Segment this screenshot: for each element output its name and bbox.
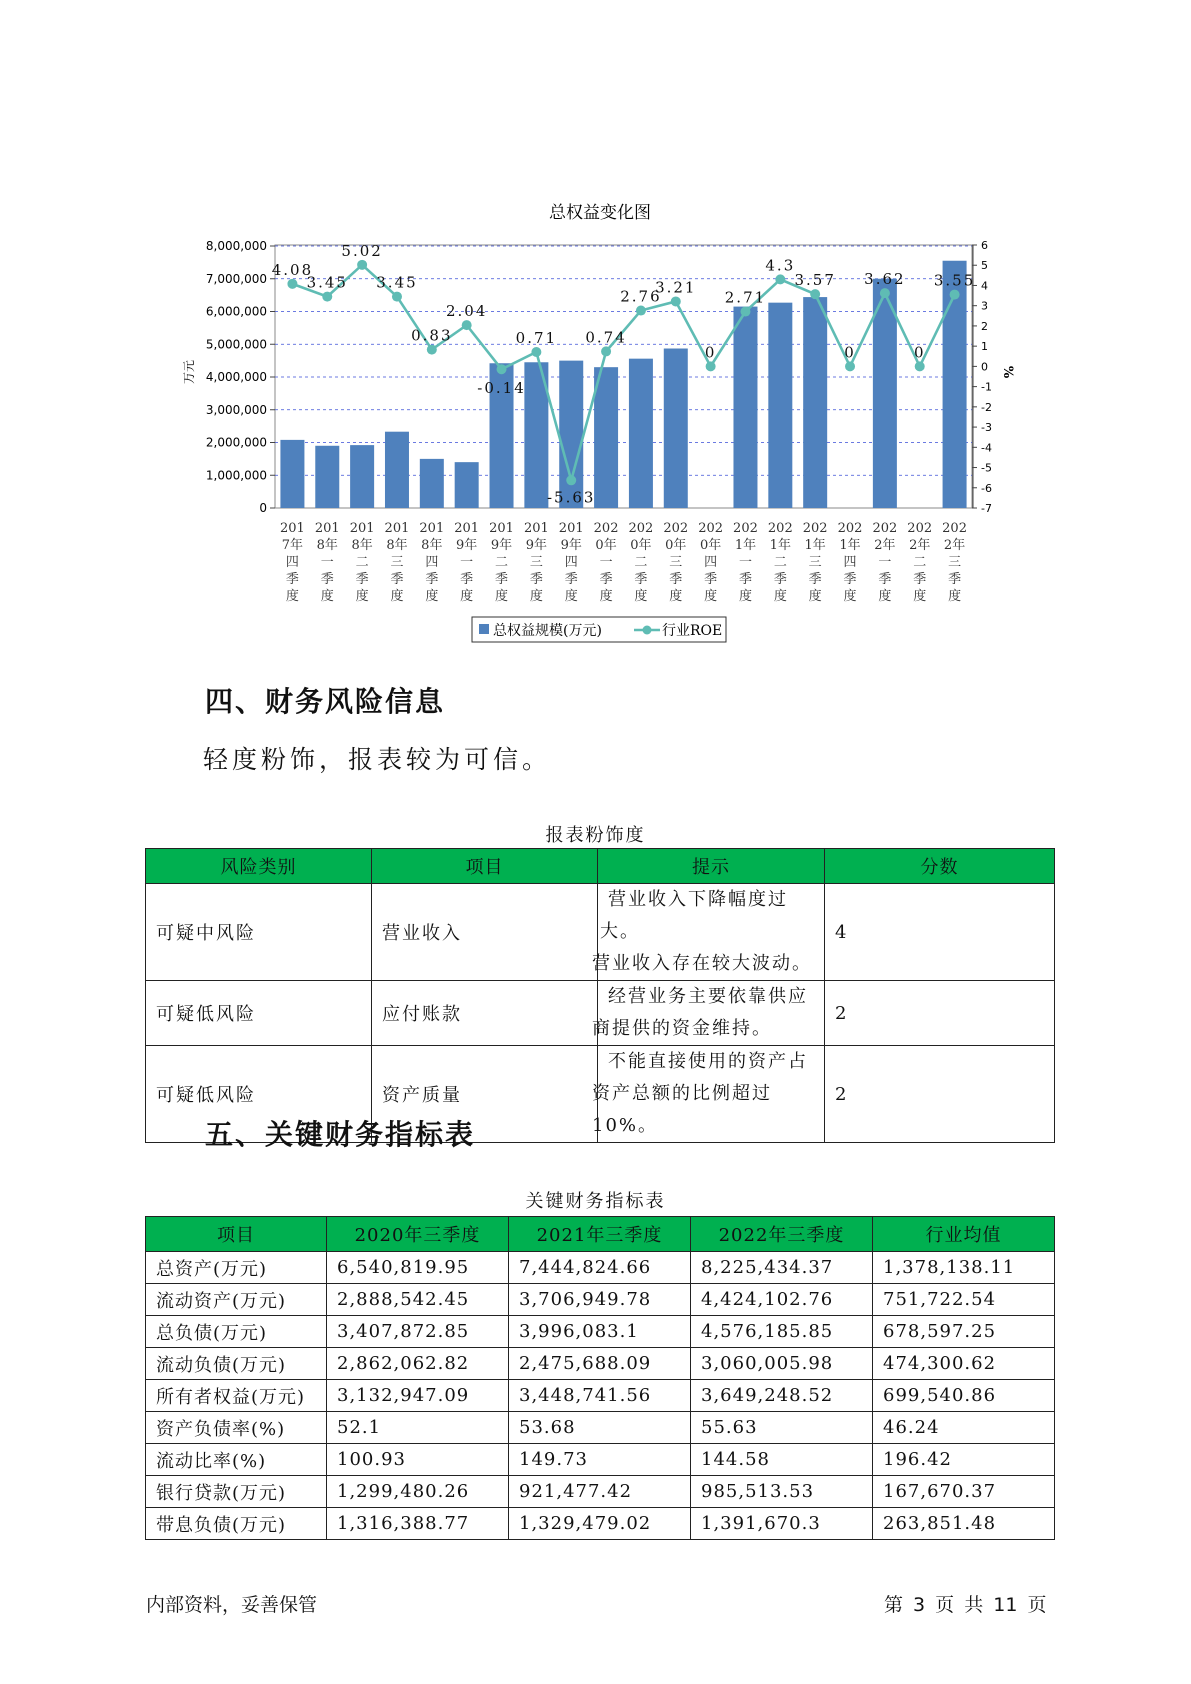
risk-category: 可疑中风险 (146, 884, 372, 981)
x-tick-label: 202 2年三季度 (942, 521, 967, 604)
risk-header-category: 风险类别 (146, 849, 372, 884)
roe-data-label: 0 (913, 343, 926, 362)
kpi-value: 55.63 (691, 1412, 873, 1444)
roe-point (566, 475, 576, 485)
left-tick-label: 6,000,000 (205, 304, 267, 319)
risk-category: 可疑低风险 (146, 1046, 372, 1143)
roe-point (531, 347, 541, 357)
footer-note: 内部资料，妥善保管 (146, 1594, 318, 1616)
right-tick-label: -3 (981, 421, 992, 435)
kpi-value: 985,513.53 (691, 1476, 873, 1508)
roe-data-label: 3.55 (933, 271, 976, 290)
roe-point (915, 361, 925, 371)
bar (733, 307, 757, 508)
risk-table-header (146, 849, 1055, 884)
table-row (146, 1284, 1055, 1316)
bar (559, 361, 583, 508)
kpi-value: 3,132,947.09 (327, 1380, 509, 1412)
bar (350, 445, 374, 508)
kpi-header-cell: 行业均值 (873, 1217, 1055, 1252)
x-tick-label: 201 9年一季度 (454, 521, 480, 604)
kpi-value: 52.1 (327, 1412, 509, 1444)
kpi-header-cell: 2021年三季度 (509, 1217, 691, 1252)
kpi-value: 4,424,102.76 (691, 1284, 873, 1316)
roe-point (497, 364, 507, 374)
legend-line-label: 行业ROE (662, 623, 723, 639)
roe-point (950, 290, 960, 300)
risk-score: 2 (825, 981, 1055, 1046)
table-row (146, 1508, 1055, 1540)
kpi-value: 2,475,688.09 (509, 1348, 691, 1380)
kpi-value: 1,391,670.3 (691, 1508, 873, 1540)
x-tick-label: 201 9年二季度 (489, 521, 514, 604)
roe-data-label: 4.08 (271, 260, 314, 279)
roe-data-label: 2.76 (620, 287, 662, 306)
kpi-value: 678,597.25 (873, 1316, 1055, 1348)
page-number: 第 3 页 共 11 页 (884, 1594, 1047, 1616)
bar (803, 297, 827, 508)
kpi-item-label: 总负债(万元) (146, 1316, 327, 1348)
kpi-value: 100.93 (327, 1444, 509, 1476)
roe-data-label: 5.02 (341, 241, 383, 260)
x-tick-label: 201 8年二季度 (349, 521, 375, 604)
table-row (146, 1444, 1055, 1476)
kpi-header-cell: 2020年三季度 (327, 1217, 509, 1252)
roe-data-label: 3.45 (306, 273, 348, 292)
equity-chart (0, 0, 1191, 660)
right-tick-label: 2 (981, 319, 988, 333)
risk-item: 营业收入 (372, 884, 598, 981)
kpi-value: 3,706,949.78 (509, 1284, 691, 1316)
bar (768, 303, 792, 508)
kpi-value: 474,300.62 (873, 1348, 1055, 1380)
kpi-item-label: 流动比率(%) (146, 1444, 327, 1476)
table-row (146, 1476, 1055, 1508)
section5-title: 五、关键财务指标表 (205, 1118, 476, 1151)
risk-table-caption: 报表粉饰度 (545, 825, 646, 846)
risk-tip-line: 营业收入下降幅度过大。 (600, 889, 788, 942)
kpi-value: 263,851.48 (873, 1508, 1055, 1540)
left-tick-label: 1,000,000 (205, 468, 267, 483)
risk-tip-line: 营业收入存在较大波动。 (592, 953, 812, 974)
risk-header-tip: 提示 (598, 849, 825, 884)
roe-data-label: 3.57 (794, 271, 836, 290)
roe-point (462, 320, 472, 330)
table-row (146, 1412, 1055, 1444)
kpi-value: 1,329,479.02 (509, 1508, 691, 1540)
kpi-header-cell: 2022年三季度 (691, 1217, 873, 1252)
table-row (146, 981, 1055, 1046)
roe-point (322, 292, 332, 302)
risk-score: 4 (825, 884, 1055, 981)
roe-data-label: 0.74 (585, 328, 627, 347)
kpi-item-label: 所有者权益(万元) (146, 1380, 327, 1412)
right-tick-label: -4 (981, 441, 992, 455)
kpi-value: 46.24 (873, 1412, 1055, 1444)
section4-title: 四、财务风险信息 (205, 685, 446, 718)
legend-bar-label: 总权益规模(万元) (493, 623, 602, 639)
left-tick-label: 2,000,000 (205, 435, 267, 450)
roe-point (775, 274, 785, 284)
x-tick-label: 202 1年四季度 (837, 521, 863, 604)
bar (455, 462, 479, 508)
roe-data-label: 4.3 (765, 256, 796, 275)
roe-point (601, 346, 611, 356)
roe-data-label: 3.21 (655, 278, 697, 297)
chart-title: 总权益变化图 (549, 203, 651, 223)
kpi-item-label: 流动资产(万元) (146, 1284, 327, 1316)
kpi-value: 3,996,083.1 (509, 1316, 691, 1348)
roe-data-label: 3.62 (864, 270, 906, 289)
kpi-value: 2,862,062.82 (327, 1348, 509, 1380)
kpi-table-header (146, 1217, 1055, 1252)
kpi-item-label: 银行贷款(万元) (146, 1476, 327, 1508)
chart-legend (472, 617, 726, 642)
table-row (146, 1252, 1055, 1284)
x-tick-label: 201 8年一季度 (314, 521, 340, 604)
kpi-value: 1,316,388.77 (327, 1508, 509, 1540)
kpi-value: 921,477.42 (509, 1476, 691, 1508)
roe-point (706, 361, 716, 371)
kpi-value: 149.73 (509, 1444, 691, 1476)
right-tick-label: -1 (981, 380, 992, 394)
roe-point (357, 260, 367, 270)
x-tick-label: 202 0年四季度 (698, 521, 724, 604)
kpi-value: 699,540.86 (873, 1380, 1055, 1412)
x-tick-label: 202 0年三季度 (663, 521, 689, 604)
right-tick-label: -5 (981, 461, 992, 475)
legend-bar-swatch (479, 624, 489, 634)
roe-point (287, 279, 297, 289)
risk-item: 资产质量 (372, 1046, 598, 1143)
kpi-value: 4,576,185.85 (691, 1316, 873, 1348)
right-tick-label: 3 (981, 299, 988, 313)
x-tick-label: 202 1年二季度 (767, 521, 793, 604)
x-tick-label: 202 0年一季度 (593, 521, 619, 604)
bar (629, 359, 653, 508)
kpi-value: 3,649,248.52 (691, 1380, 873, 1412)
risk-tip (592, 1046, 825, 1143)
right-tick-label: -2 (981, 400, 992, 414)
kpi-value: 3,407,872.85 (327, 1316, 509, 1348)
right-tick-label: -6 (981, 481, 992, 495)
table-row (146, 1380, 1055, 1412)
kpi-value: 196.42 (873, 1444, 1055, 1476)
kpi-value: 2,888,542.45 (327, 1284, 509, 1316)
kpi-value: 751,722.54 (873, 1284, 1055, 1316)
right-tick-label: 1 (981, 340, 988, 354)
risk-table (145, 848, 1055, 1143)
chart-svg (0, 0, 1191, 660)
x-tick-label: 201 8年三季度 (384, 521, 410, 604)
bar (315, 446, 339, 508)
roe-point (880, 288, 890, 298)
roe-data-label: 3.45 (376, 273, 418, 292)
risk-tip-line: 经营业务主要依靠供应 (608, 986, 808, 1007)
roe-point (740, 307, 750, 317)
roe-data-label: 0 (844, 343, 856, 362)
kpi-value: 7,444,824.66 (509, 1252, 691, 1284)
roe-point (636, 306, 646, 316)
kpi-value: 1,299,480.26 (327, 1476, 509, 1508)
risk-tip-line: 不能直接使用的资产占 (608, 1051, 808, 1072)
left-tick-label: 0 (259, 501, 267, 515)
risk-item: 应付账款 (372, 981, 598, 1046)
roe-data-label: 0.71 (515, 329, 558, 348)
kpi-value: 6,540,819.95 (327, 1252, 509, 1284)
table-row (146, 1348, 1055, 1380)
roe-data-label: 2.71 (724, 288, 767, 307)
roe-point (671, 296, 681, 306)
risk-tip (592, 884, 825, 981)
kpi-item-label: 流动负债(万元) (146, 1348, 327, 1380)
left-tick-label: 7,000,000 (205, 271, 267, 286)
kpi-table-caption: 关键财务指标表 (525, 1191, 666, 1212)
risk-tip-line: 资产总额的比例超过10%。 (592, 1083, 772, 1136)
roe-point (845, 361, 855, 371)
x-tick-label: 202 2年二季度 (907, 521, 933, 604)
kpi-value: 3,448,741.56 (509, 1380, 691, 1412)
bar (280, 440, 304, 508)
bar (385, 432, 409, 508)
right-tick-label: 0 (981, 360, 988, 374)
left-axis-title: 万元 (182, 359, 196, 385)
right-tick-label: 4 (981, 279, 988, 293)
roe-data-label: 2.04 (445, 302, 488, 321)
right-tick-label: 6 (981, 239, 988, 252)
section4-paragraph: 轻度粉饰，报表较为可信。 (203, 745, 552, 774)
kpi-item-label: 资产负债率(%) (146, 1412, 327, 1444)
left-tick-label: 8,000,000 (205, 239, 267, 253)
right-axis-title: % (1000, 365, 1015, 379)
risk-score: 2 (825, 1046, 1055, 1143)
x-tick-label: 202 2年一季度 (872, 521, 898, 604)
x-tick-label: 202 1年一季度 (733, 521, 758, 604)
kpi-value: 8,225,434.37 (691, 1252, 873, 1284)
roe-data-label: 0 (704, 343, 717, 362)
bar (594, 367, 618, 508)
x-tick-label: 201 8年四季度 (419, 521, 445, 604)
roe-point (392, 292, 402, 302)
risk-header-score: 分数 (825, 849, 1055, 884)
table-row (146, 884, 1055, 981)
roe-data-label: -5.63 (546, 488, 596, 507)
risk-header-item: 项目 (372, 849, 598, 884)
right-tick-label: -7 (981, 502, 992, 515)
risk-category: 可疑低风险 (146, 981, 372, 1046)
kpi-header-cell: 项目 (146, 1217, 327, 1252)
right-tick-label: 5 (981, 259, 988, 273)
kpi-item-label: 带息负债(万元) (146, 1508, 327, 1540)
left-tick-label: 5,000,000 (205, 337, 267, 352)
x-tick-label: 201 9年三季度 (523, 521, 549, 604)
x-tick-label: 202 1年三季度 (802, 521, 828, 604)
roe-data-label: -0.14 (477, 379, 526, 398)
kpi-value: 3,060,005.98 (691, 1348, 873, 1380)
legend-line-marker (643, 626, 652, 635)
roe-data-label: 0.83 (411, 326, 453, 345)
kpi-value: 1,378,138.11 (873, 1252, 1055, 1284)
kpi-table (145, 1216, 1055, 1540)
kpi-value: 144.58 (691, 1444, 873, 1476)
kpi-value: 53.68 (509, 1412, 691, 1444)
left-tick-label: 3,000,000 (205, 402, 267, 417)
kpi-value: 167,670.37 (873, 1476, 1055, 1508)
x-tick-label: 201 7年四季度 (280, 521, 305, 604)
bar (664, 349, 688, 508)
roe-point (810, 289, 820, 299)
left-tick-label: 4,000,000 (205, 370, 267, 384)
risk-tip-line: 商提供的资金维持。 (592, 1018, 772, 1039)
x-tick-label: 201 9年四季度 (558, 521, 584, 604)
risk-tip (592, 981, 825, 1046)
roe-point (427, 345, 437, 355)
kpi-item-label: 总资产(万元) (146, 1252, 327, 1284)
x-tick-label: 202 0年二季度 (628, 521, 654, 604)
table-row (146, 1316, 1055, 1348)
bar (420, 459, 444, 508)
